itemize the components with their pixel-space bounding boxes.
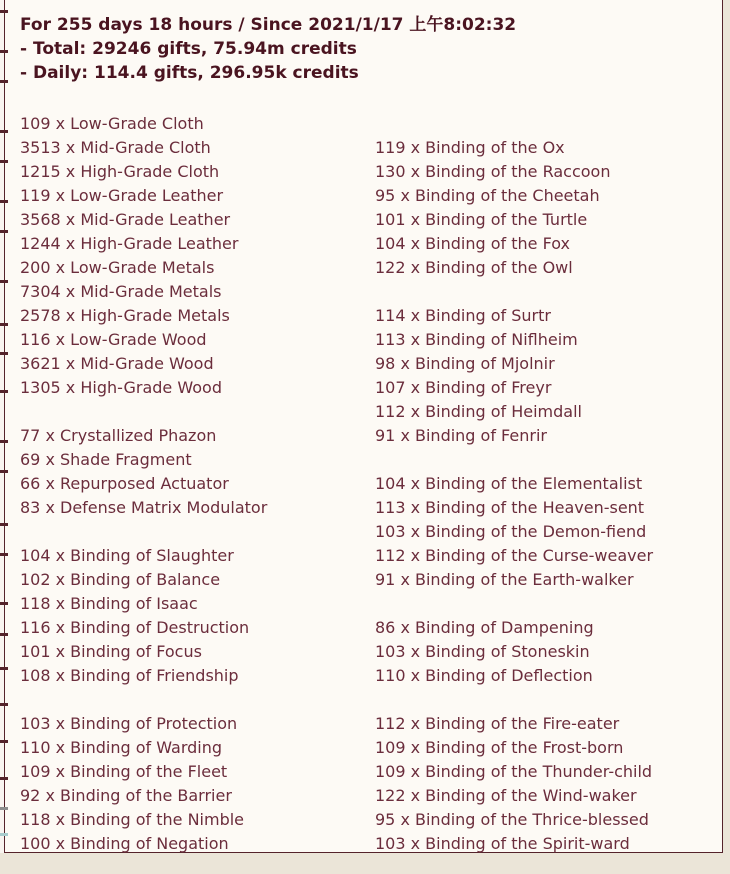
- gift-list-item: 118 x Binding of the Nimble: [20, 810, 245, 829]
- gift-list-item: [375, 592, 718, 616]
- gift-list-row: [20, 328, 718, 352]
- gift-list-row: [20, 640, 718, 664]
- gift-list: [20, 112, 718, 856]
- gift-list-row: [20, 136, 718, 160]
- edge-tick: [0, 703, 8, 706]
- gift-list-row: [20, 424, 718, 448]
- gift-list-item: 1215 x High-Grade Cloth: [20, 162, 220, 181]
- gift-list-item: 103 x Binding of the Spirit-ward: [375, 834, 630, 853]
- gift-list-item: [20, 688, 375, 712]
- edge-tick: [0, 200, 8, 203]
- gift-list-item: 109 x Binding of the Frost-born: [375, 738, 624, 757]
- gift-list-row: [20, 304, 718, 328]
- gift-list-row: [20, 736, 718, 760]
- edge-tick: [0, 833, 8, 836]
- gift-list-item: 119 x Low-Grade Leather: [20, 186, 224, 205]
- gift-list-item: 86 x Binding of Dampening: [375, 618, 594, 637]
- edge-tick: [0, 390, 8, 393]
- gift-list-item: 118 x Binding of Isaac: [20, 594, 198, 613]
- gift-list-row: [20, 664, 718, 688]
- gift-list-row: [20, 112, 718, 136]
- gift-list-item: [375, 112, 718, 136]
- report-header: [20, 13, 714, 85]
- gift-list-item: 113 x Binding of Niflheim: [375, 330, 578, 349]
- gift-list-row: [20, 784, 718, 808]
- report-daily-line: - Daily: 114.4 gifts, 296.95k credits: [20, 63, 359, 83]
- gift-list-item: 130 x Binding of the Raccoon: [375, 162, 611, 181]
- gift-list-item: 200 x Low-Grade Metals: [20, 258, 215, 277]
- gift-list-item: 91 x Binding of the Earth-walker: [375, 570, 634, 589]
- gift-list-item: 1244 x High-Grade Leather: [20, 234, 239, 253]
- gift-list-item: 7304 x Mid-Grade Metals: [20, 282, 222, 301]
- edge-tick: [0, 280, 8, 283]
- gift-list-item: 108 x Binding of Friendship: [20, 666, 239, 685]
- gift-list-item: 91 x Binding of Fenrir: [375, 426, 547, 445]
- gift-list-item: 2578 x High-Grade Metals: [20, 306, 230, 325]
- gift-list-item: 100 x Binding of Negation: [20, 834, 229, 853]
- edge-tick: [0, 667, 8, 670]
- edge-tick: [0, 777, 8, 780]
- gift-list-item: 104 x Binding of the Elementalist: [375, 474, 643, 493]
- gift-list-row: [20, 232, 718, 256]
- gift-list-row: [20, 472, 718, 496]
- gift-list-item: 116 x Low-Grade Wood: [20, 330, 207, 349]
- gift-list-row: [20, 616, 718, 640]
- edge-tick: [0, 633, 8, 636]
- gift-list-item: 83 x Defense Matrix Modulator: [20, 498, 268, 517]
- gift-list-item: 110 x Binding of Warding: [20, 738, 223, 757]
- gift-list-item: 114 x Binding of Surtr: [375, 306, 551, 325]
- edge-tick: [0, 440, 8, 443]
- gift-list-item: 119 x Binding of the Ox: [375, 138, 565, 157]
- gift-list-item: 107 x Binding of Freyr: [375, 378, 552, 397]
- edge-tick: [0, 740, 8, 743]
- gift-list-item: [375, 688, 718, 712]
- gift-list-item: 3568 x Mid-Grade Leather: [20, 210, 231, 229]
- report-duration-line: For 255 days 18 hours / Since 2021/1/17 上午8:02:32: [20, 15, 517, 35]
- edge-tick: [0, 10, 8, 13]
- gift-list-item: 112 x Binding of the Curse-weaver: [375, 546, 654, 565]
- gift-list-row: [20, 568, 718, 592]
- gift-list-item: [20, 520, 375, 544]
- gift-list-item: 77 x Crystallized Phazon: [20, 426, 217, 445]
- gift-list-item: 95 x Binding of the Thrice-blessed: [375, 810, 649, 829]
- report-total-line: - Total: 29246 gifts, 75.94m credits: [20, 39, 357, 59]
- gift-report-panel: [4, 0, 723, 853]
- gift-list-item: 3621 x Mid-Grade Wood: [20, 354, 214, 373]
- gift-list-item: 109 x Low-Grade Cloth: [20, 114, 204, 133]
- gift-list-row: [20, 352, 718, 376]
- gift-list-row: [20, 520, 718, 544]
- gift-list-row: [20, 280, 718, 304]
- gift-list-item: 98 x Binding of Mjolnir: [375, 354, 555, 373]
- edge-tick: [0, 470, 8, 473]
- edge-tick: [0, 352, 8, 355]
- gift-list-row: [20, 160, 718, 184]
- gift-list-item: 122 x Binding of the Owl: [375, 258, 573, 277]
- edge-tick: [0, 130, 8, 133]
- gift-list-item: 110 x Binding of Deflection: [375, 666, 593, 685]
- gift-list-item: [20, 400, 375, 424]
- gift-list-item: 104 x Binding of Slaughter: [20, 546, 234, 565]
- gift-list-item: 112 x Binding of the Fire-eater: [375, 714, 620, 733]
- gift-list-item: 103 x Binding of the Demon-fiend: [375, 522, 647, 541]
- gift-list-item: 69 x Shade Fragment: [20, 450, 192, 469]
- gift-list-item: 92 x Binding of the Barrier: [20, 786, 232, 805]
- gift-list-item: 109 x Binding of the Fleet: [20, 762, 228, 781]
- edge-tick: [0, 160, 8, 163]
- edge-tick: [0, 50, 8, 53]
- gift-list-item: 103 x Binding of Stoneskin: [375, 642, 590, 661]
- gift-list-item: [375, 280, 718, 304]
- gift-list-item: 66 x Repurposed Actuator: [20, 474, 229, 493]
- gift-list-item: 102 x Binding of Balance: [20, 570, 221, 589]
- gift-list-item: 101 x Binding of Focus: [20, 642, 202, 661]
- edge-tick: [0, 80, 8, 83]
- edge-tick: [0, 807, 8, 810]
- gift-list-item: 3513 x Mid-Grade Cloth: [20, 138, 211, 157]
- gift-list-item: 122 x Binding of the Wind-waker: [375, 786, 637, 805]
- gift-list-row: [20, 688, 718, 712]
- gift-list-item: 113 x Binding of the Heaven-sent: [375, 498, 645, 517]
- gift-list-item: 103 x Binding of Protection: [20, 714, 238, 733]
- gift-list-row: [20, 808, 718, 832]
- edge-tick: [0, 230, 8, 233]
- gift-list-item: 101 x Binding of the Turtle: [375, 210, 588, 229]
- edge-tick: [0, 323, 8, 326]
- gift-list-row: [20, 496, 718, 520]
- edge-tick: [0, 602, 8, 605]
- edge-tick: [0, 523, 8, 526]
- gift-list-row: [20, 592, 718, 616]
- gift-list-row: [20, 832, 718, 856]
- gift-list-row: [20, 376, 718, 400]
- gift-list-row: [20, 544, 718, 568]
- gift-list-row: [20, 256, 718, 280]
- gift-list-item: 112 x Binding of Heimdall: [375, 402, 582, 421]
- gift-list-item: [375, 448, 718, 472]
- gift-list-item: 116 x Binding of Destruction: [20, 618, 250, 637]
- gift-list-item: 95 x Binding of the Cheetah: [375, 186, 600, 205]
- gift-list-row: [20, 208, 718, 232]
- gift-list-row: [20, 184, 718, 208]
- edge-tick: [0, 553, 8, 556]
- gift-list-row: [20, 448, 718, 472]
- gift-list-item: 1305 x High-Grade Wood: [20, 378, 222, 397]
- gift-list-row: [20, 400, 718, 424]
- gift-list-row: [20, 760, 718, 784]
- gift-list-row: [20, 712, 718, 736]
- gift-list-item: 104 x Binding of the Fox: [375, 234, 570, 253]
- gift-list-item: 109 x Binding of the Thunder-child: [375, 762, 653, 781]
